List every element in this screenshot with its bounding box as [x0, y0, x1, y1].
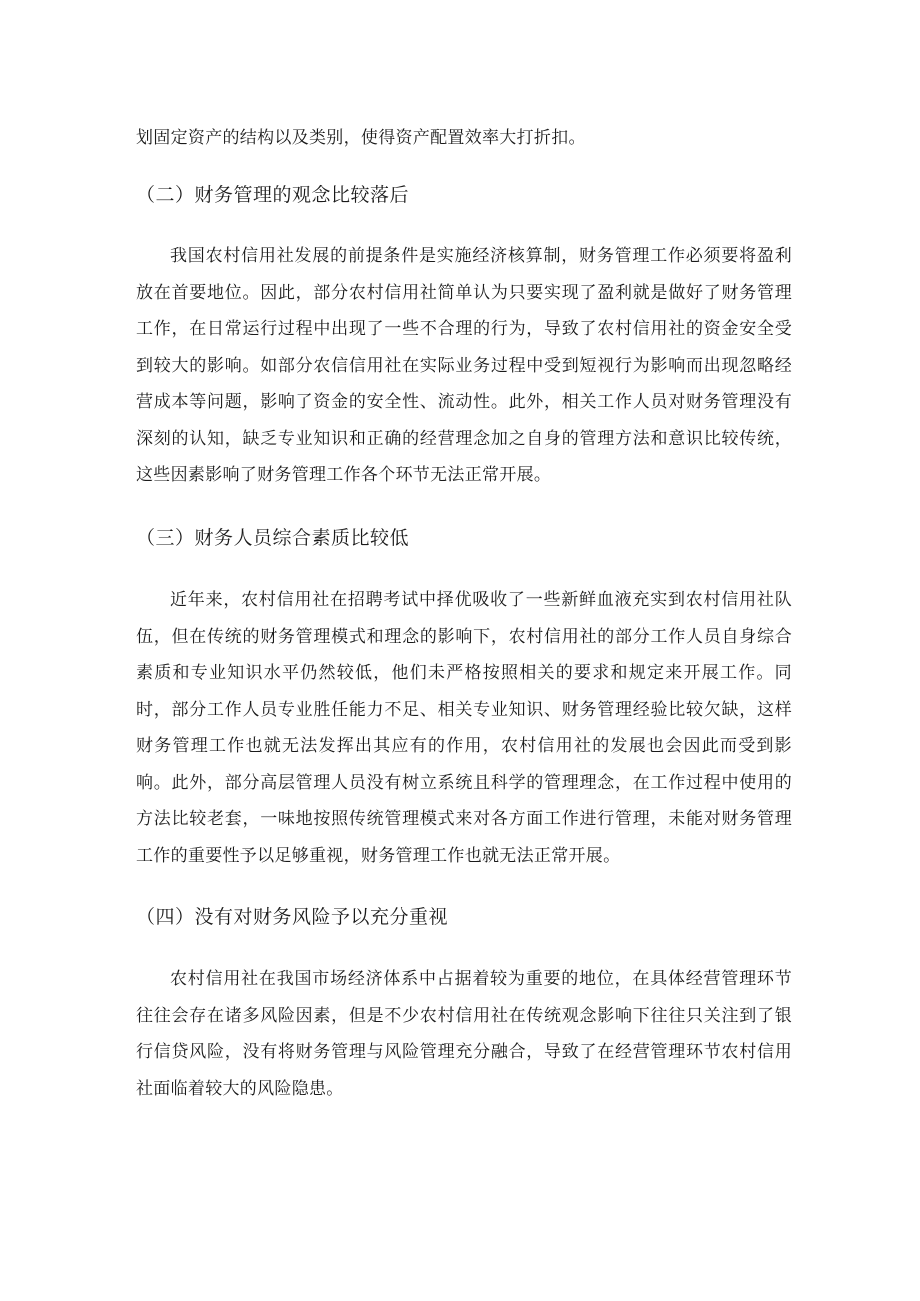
intro-paragraph-fragment: 划固定资产的结构以及类别，使得资产配置效率大打折扣。	[136, 128, 586, 148]
section-heading-4: （四）没有对财务风险予以充分重视	[136, 906, 449, 928]
section-paragraph-4: 农村信用社在我国市场经济体系中占据着较为重要的地位，在具体经营管理环节往往会存在诸多风险因素，但是不少农村信用社在传统观念影响下往往只关注到了银行信贷风险，没有将财务管理与风险管理充分融合，导致了在经营管理环节农村信用社面临着较大的风险隐患。	[136, 969, 792, 1099]
section-heading-2: （二）财务管理的观念比较落后	[136, 184, 410, 206]
section-paragraph-3: 近年来，农村信用社在招聘考试中择优吸收了一些新鲜血液充实到农村信用社队伍，但在传统的财务管理模式和理念的影响下，农村信用社的部分工作人员自身综合素质和专业知识水平仍然较低，他们未严格按照相关的要求和规定来开展工作。同时，部分工作人员专业胜任能力不足、相关专业知识、财务管理经验比较欠缺，这样财务管理工作也就无法发挥出其应有的作用，农村信用社的发展也会因此而受到影响。此外，部分高层管理人员没有树立系统且科学的管理理念，在工作过程中使用的方法比较老套，一味地按照传统管理模式来对各方面工作进行管理，未能对财务管理工作的重要性予以足够重视，财务管理工作也就无法正常开展。	[136, 590, 792, 866]
section-heading-3: （三）财务人员综合素质比较低	[136, 527, 410, 549]
section-paragraph-2: 我国农村信用社发展的前提条件是实施经济核算制，财务管理工作必须要将盈利放在首要地位。因此，部分农村信用社简单认为只要实现了盈利就是做好了财务管理工作，在日常运行过程中出现了一些不合理的行为，导致了农村信用社的资金安全受到较大的影响。如部分农信信用社在实际业务过程中受到短视行为影响而出现忽略经营成本等问题，影响了资金的安全性、流动性。此外，相关工作人员对财务管理没有深刻的认知，缺乏专业知识和正确的经营理念加之自身的管理方法和意识比较传统，这些因素影响了财务管理工作各个环节无法正常开展。	[136, 246, 792, 485]
